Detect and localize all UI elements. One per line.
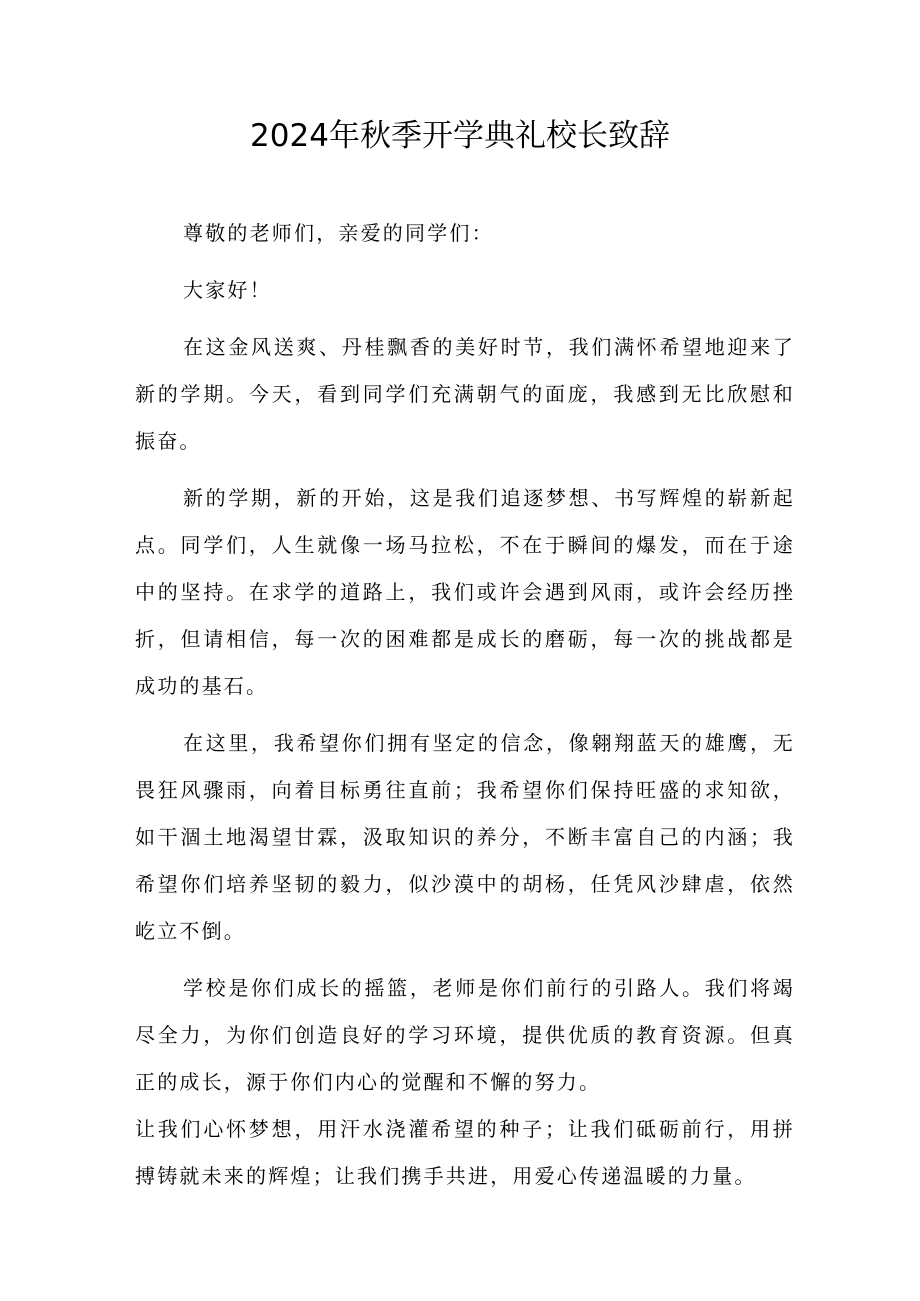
body-paragraph-4: 学校是你们成长的摇篮，老师是你们前行的引路人。我们将竭尽全力，为你们创造良好的学习环境，提供优质的教育资源。但真正的成长，源于你们内心的觉醒和不懈的努力。 <box>135 976 795 1094</box>
body-paragraph-5: 让我们心怀梦想，用汗水浇灌希望的种子；让我们砥砺前行，用拼搏铸就未来的辉煌；让我们携手共进，用爱心传递温暖的力量。 <box>135 1117 795 1188</box>
salutation-paragraph: 尊敬的老师们，亲爱的同学们： <box>183 221 494 245</box>
body-paragraph-1: 在这金风送爽、丹桂飘香的美好时节，我们满怀希望地迎来了新的学期。今天，看到同学们充满朝气的面庞，我感到无比欣慰和振奋。 <box>135 335 795 453</box>
body-paragraph-3: 在这里，我希望你们拥有坚定的信念，像翱翔蓝天的雄鹰，无畏狂风骤雨，向着目标勇往直前；我希望你们保持旺盛的求知欲，如干涸土地渴望甘霖，汲取知识的养分，不断丰富自己的内涵；我希望你们培养坚韧的毅力，似沙漠中的胡杨，任凭风沙肆虐，依然屹立不倒。 <box>135 731 795 943</box>
greeting-paragraph: 大家好！ <box>183 278 272 302</box>
body-paragraph-2: 新的学期，新的开始，这是我们追逐梦想、书写辉煌的崭新起点。同学们，人生就像一场马拉松，不在于瞬间的爆发，而在于途中的坚持。在求学的道路上，我们或许会遇到风雨，或许会经历挫折，但请相信，每一次的困难都是成长的磨砺，每一次的挑战都是成功的基石。 <box>135 486 795 698</box>
document-body <box>135 210 795 1200</box>
document-title: 2024年秋季开学典礼校长致辞 <box>250 118 670 154</box>
